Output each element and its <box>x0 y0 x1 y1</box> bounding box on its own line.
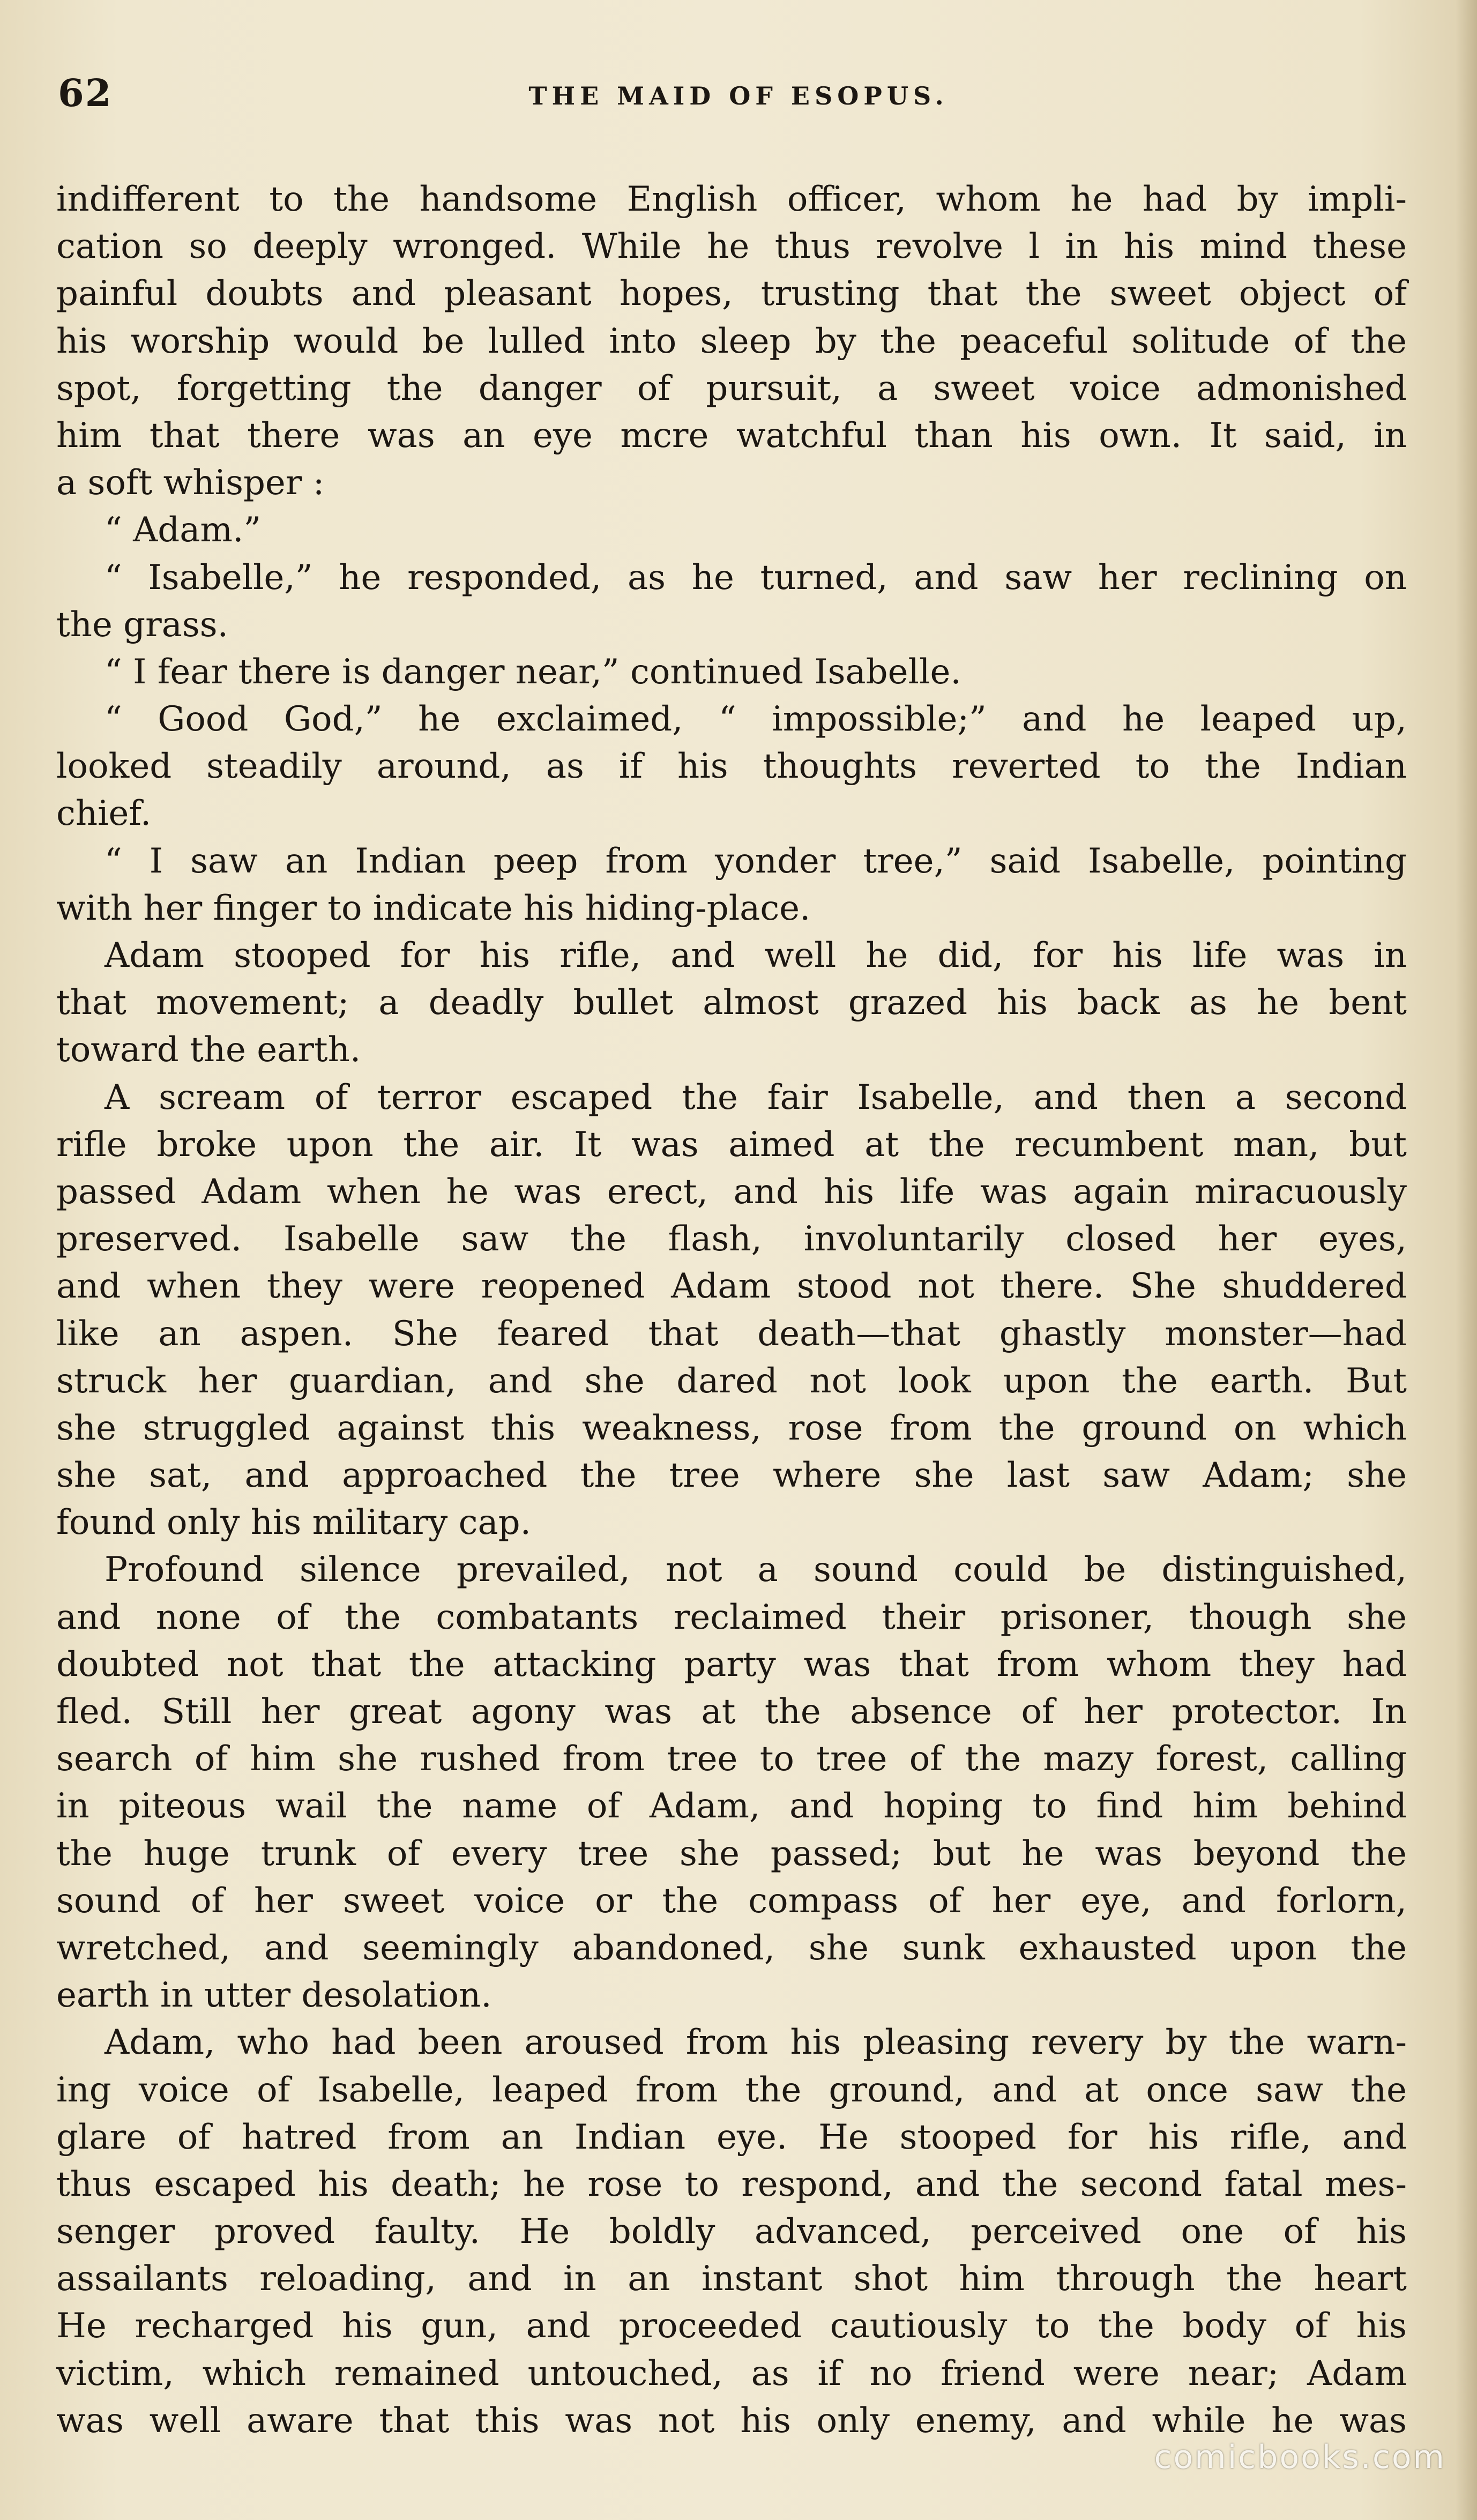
text-line: sound of her sweet voice or the compass of her eye, and forlorn, <box>56 1881 1407 1921</box>
text-line: Profound silence prevailed, not a sound could be distinguished, <box>105 1550 1407 1590</box>
text-line: looked steadily around, as if his thoughts reverted to the Indian <box>56 747 1407 787</box>
text-line: wretched, and seemingly abandoned, she sunk exhausted upon the <box>56 1928 1407 1968</box>
text-line: the grass. <box>56 605 228 645</box>
text-line: like an aspen. She feared that death—that ghastly monster—had <box>56 1314 1407 1354</box>
text-line: him that there was an eye mcre watchful than his own. It said, in <box>56 415 1407 456</box>
text-line: search of him she rushed from tree to tree of the mazy forest, calling <box>56 1739 1407 1779</box>
text-line: “ Good God,” he exclaimed, “ impossible;” and he leaped up, <box>105 699 1407 740</box>
body-text <box>56 176 1407 2444</box>
page-edge-shadow <box>1456 0 1477 2520</box>
text-line: “ Adam.” <box>105 510 262 550</box>
text-line: his worship would be lulled into sleep by the peaceful solitude of the <box>56 321 1407 361</box>
text-line: A scream of terror escaped the fair Isabelle, and then a second <box>105 1077 1407 1117</box>
text-line: she sat, and approached the tree where she last saw Adam; she <box>56 1456 1407 1496</box>
text-line: in piteous wail the name of Adam, and hoping to find him behind <box>56 1786 1407 1826</box>
text-line: passed Adam when he was erect, and his life was again miracuously <box>56 1172 1407 1212</box>
text-line: glare of hatred from an Indian eye. He stooped for his rifle, and <box>56 2117 1407 2157</box>
text-line: found only his military cap. <box>56 1503 531 1543</box>
text-line: fled. Still her great agony was at the absence of her protector. In <box>56 1692 1407 1732</box>
text-line: “ I saw an Indian peep from yonder tree,” said Isabelle, pointing <box>105 841 1407 881</box>
text-line: preserved. Isabelle saw the flash, involuntarily closed her eyes, <box>56 1219 1407 1259</box>
text-line: earth in utter desolation. <box>56 1975 492 2016</box>
watermark-text: comicbooks.com <box>1154 2439 1446 2476</box>
running-title: THE MAID OF ESOPUS. <box>528 81 949 110</box>
text-line: indifferent to the handsome English officer, whom he had by impli- <box>56 180 1407 219</box>
text-line: was well aware that this was not his only enemy, and while he was <box>56 2400 1407 2441</box>
text-line: and when they were reopened Adam stood not there. She shuddered <box>56 1266 1407 1307</box>
text-line: she struggled against this weakness, rose from the ground on which <box>56 1408 1407 1448</box>
text-line: the huge trunk of every tree she passed; but he was beyond the <box>56 1833 1407 1874</box>
text-line: struck her guardian, and she dared not look upon the earth. But <box>56 1361 1407 1401</box>
text-line: spot, forgetting the danger of pursuit, a sweet voice admonished <box>56 368 1407 408</box>
text-line: He recharged his gun, and proceeded cautiously to the body of his <box>56 2306 1407 2346</box>
text-line: and none of the combatants reclaimed their prisoner, though she <box>56 1597 1407 1637</box>
text-line: that movement; a deadly bullet almost grazed his back as he bent <box>56 983 1407 1023</box>
text-line: “ Isabelle,” he responded, as he turned, and saw her reclining on <box>105 557 1407 598</box>
text-line: ing voice of Isabelle, leaped from the ground, and at once saw the <box>56 2070 1407 2110</box>
text-line: doubted not that the attacking party was that from whom they had <box>56 1644 1407 1684</box>
page-number: 62 <box>58 71 113 115</box>
text-line: toward the earth. <box>56 1030 361 1070</box>
text-line: chief. <box>56 794 152 834</box>
text-line: Adam stooped for his rifle, and well he did, for his life was in <box>105 936 1407 975</box>
text-line: rifle broke upon the air. It was aimed at the recumbent man, but <box>56 1124 1407 1165</box>
text-line: senger proved faulty. He boldly advanced, perceived one of his <box>56 2212 1407 2252</box>
text-line: painful doubts and pleasant hopes, trusting that the sweet object of <box>56 274 1407 314</box>
text-line: with her finger to indicate his hiding-place. <box>56 888 811 928</box>
text-line: victim, which remained untouched, as if no friend were near; Adam <box>56 2353 1407 2394</box>
text-line: a soft whisper : <box>56 463 325 503</box>
text-line: cation so deeply wronged. While he thus revolve l in his mind these <box>56 227 1407 267</box>
text-line: “ I fear there is danger near,” continued Isabelle. <box>105 652 961 692</box>
text-line: assailants reloading, and in an instant shot him through the heart <box>56 2259 1407 2299</box>
text-line: Adam, who had been aroused from his pleasing revery by the warn- <box>105 2023 1407 2063</box>
text-line: thus escaped his death; he rose to respond, and the second fatal mes- <box>56 2164 1407 2204</box>
